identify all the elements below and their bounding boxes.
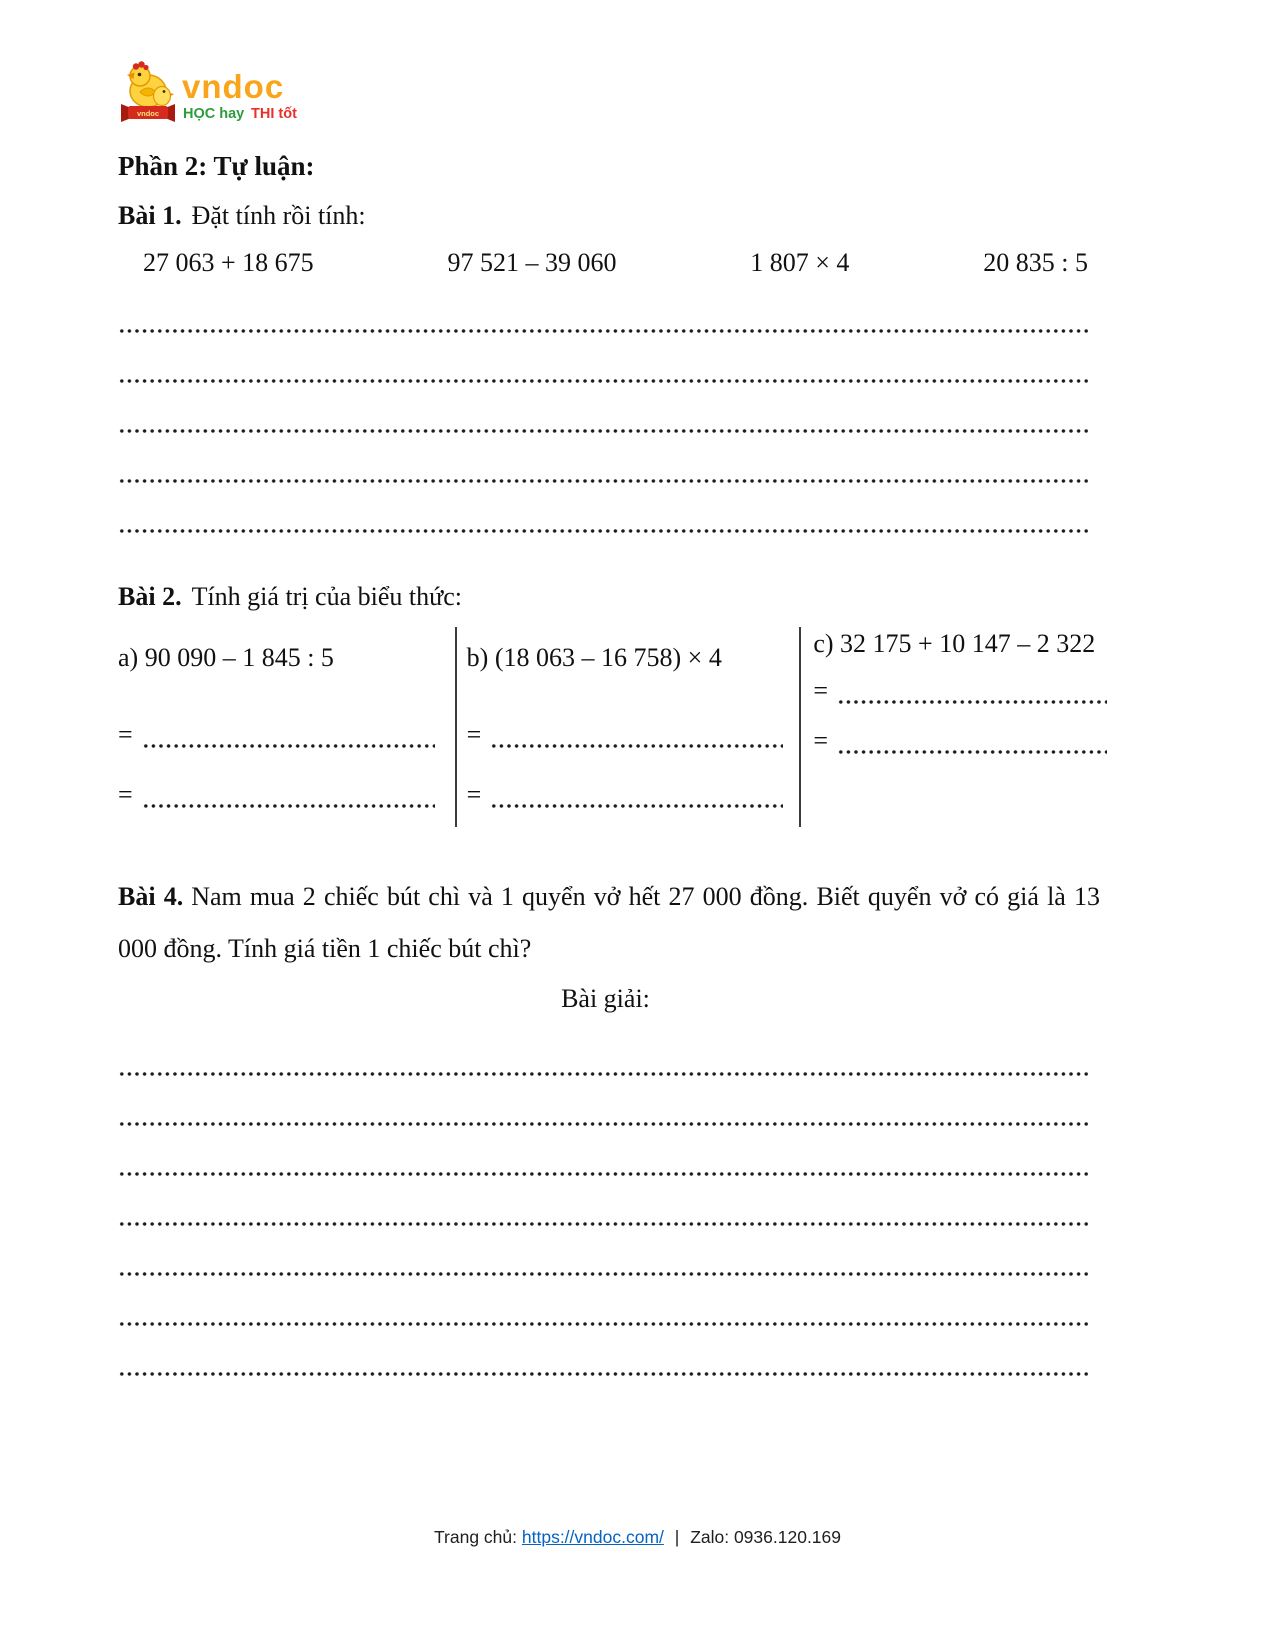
page-footer bbox=[0, 1527, 1275, 1548]
vndoc-logo bbox=[118, 58, 298, 130]
answer-line-row bbox=[118, 1081, 1093, 1131]
answer-line-row bbox=[118, 1031, 1093, 1081]
answer-dotted-line bbox=[118, 378, 1088, 384]
equals-line bbox=[467, 781, 784, 809]
answer-dotted-line bbox=[118, 1171, 1088, 1177]
answer-dotted-line bbox=[118, 328, 1088, 334]
answer-dotted-line bbox=[118, 428, 1088, 434]
answer-line-row bbox=[118, 1131, 1093, 1181]
bai1-answer-area bbox=[118, 288, 1093, 538]
bai4-answer-area bbox=[118, 1031, 1093, 1381]
answer-line-row bbox=[118, 1181, 1093, 1231]
footer-zalo: Zalo: 0936.120.169 bbox=[690, 1527, 842, 1547]
answer-dotted-line bbox=[118, 478, 1088, 484]
bai1-expressions bbox=[143, 246, 1088, 280]
bai4-label: Bài 4. bbox=[118, 882, 184, 911]
answer-dotted-line bbox=[118, 1221, 1088, 1227]
solution-heading: Bài giải: bbox=[561, 984, 650, 1013]
bai2-grid bbox=[118, 627, 1096, 827]
bai2-part-c bbox=[799, 627, 1107, 827]
equals-dotted-line bbox=[142, 739, 435, 749]
chick-mascot-icon bbox=[121, 61, 175, 122]
bai2-expr-b-text: (18 063 – 16 758) × 4 bbox=[494, 643, 722, 672]
bai1-expression-2: 97 521 – 39 060 bbox=[447, 248, 617, 277]
equals-sign: = bbox=[466, 720, 482, 749]
answer-dotted-line bbox=[118, 1121, 1088, 1127]
equals-sign: = bbox=[118, 720, 133, 749]
bai4-text: Nam mua 2 chiếc bút chì và 1 quyển vở hết 27 000 đồng. Biết quyển vở có giá là 13 000 đồng. Tính giá tiền 1 chiếc bút chì? bbox=[118, 882, 1100, 963]
answer-line-row bbox=[118, 388, 1093, 438]
equals-line bbox=[118, 781, 435, 809]
answer-dotted-line bbox=[118, 1371, 1088, 1377]
footer-separator: | bbox=[674, 1527, 680, 1547]
answer-line-row bbox=[118, 1281, 1093, 1331]
equals-sign: = bbox=[813, 726, 829, 755]
bai2-label: Bài 2. bbox=[118, 582, 182, 611]
bai2-label-b: b) bbox=[466, 643, 489, 672]
bai1-expression-4: 20 835 : 5 bbox=[983, 248, 1088, 277]
bai2-expression-b bbox=[467, 641, 784, 675]
part2-heading: Phần 2: Tự luận: bbox=[118, 151, 315, 181]
equals-sign: = bbox=[813, 676, 829, 705]
equals-sign: = bbox=[466, 780, 482, 809]
answer-dotted-line bbox=[118, 1271, 1088, 1277]
bai2-label-a: a) bbox=[118, 643, 139, 672]
tagline-green: HỌC hay bbox=[183, 106, 245, 122]
bai2-heading bbox=[118, 580, 1093, 614]
answer-line-row bbox=[118, 288, 1093, 338]
equals-dotted-line bbox=[142, 799, 435, 809]
answer-line-row bbox=[118, 1331, 1093, 1381]
bai1-heading bbox=[118, 199, 1093, 233]
bai2-expr-c-text: 32 175 + 10 147 – 2 322 bbox=[840, 629, 1096, 658]
equals-line bbox=[813, 677, 1107, 705]
equals-line bbox=[118, 721, 435, 749]
bai1-label: Bài 1. bbox=[118, 201, 182, 230]
brand-wordmark: vndoc bbox=[182, 68, 285, 105]
bai2-expression-a bbox=[118, 641, 435, 675]
equals-dotted-line bbox=[490, 739, 783, 749]
logo-banner-text: vndoc bbox=[136, 109, 160, 118]
answer-line-row bbox=[118, 1231, 1093, 1281]
equals-dotted-line bbox=[837, 695, 1107, 705]
answer-dotted-line bbox=[118, 528, 1088, 534]
bai1-instruction: Đặt tính rồi tính: bbox=[191, 201, 366, 230]
footer-home-label: Trang chủ: bbox=[433, 1527, 517, 1547]
answer-line-row bbox=[118, 488, 1093, 538]
bai2-expr-a-text: 90 090 – 1 845 : 5 bbox=[144, 643, 334, 672]
bai1-expression-1: 27 063 + 18 675 bbox=[143, 248, 314, 277]
footer-home-link[interactable]: https://vndoc.com/ bbox=[521, 1527, 664, 1547]
bai2-expression-c bbox=[813, 627, 1107, 661]
vndoc-logo-graphic bbox=[118, 58, 298, 130]
equals-dotted-line bbox=[490, 799, 783, 809]
bai2-part-a bbox=[118, 627, 455, 827]
bai2-label-c: c) bbox=[813, 629, 834, 658]
answer-dotted-line bbox=[118, 1321, 1088, 1327]
bai2-instruction: Tính giá trị của biểu thức: bbox=[191, 582, 462, 611]
answer-line-row bbox=[118, 338, 1093, 388]
equals-line bbox=[813, 727, 1107, 755]
equals-dotted-line bbox=[837, 745, 1107, 755]
tagline-red: THI tốt bbox=[251, 106, 297, 122]
equals-line bbox=[467, 721, 784, 749]
answer-line-row bbox=[118, 438, 1093, 488]
equals-sign: = bbox=[118, 780, 133, 809]
answer-dotted-line bbox=[118, 1071, 1088, 1077]
bai1-expression-3: 1 807 × 4 bbox=[750, 248, 850, 277]
bai2-part-b bbox=[455, 627, 800, 827]
bai4-problem-text bbox=[118, 871, 1100, 975]
